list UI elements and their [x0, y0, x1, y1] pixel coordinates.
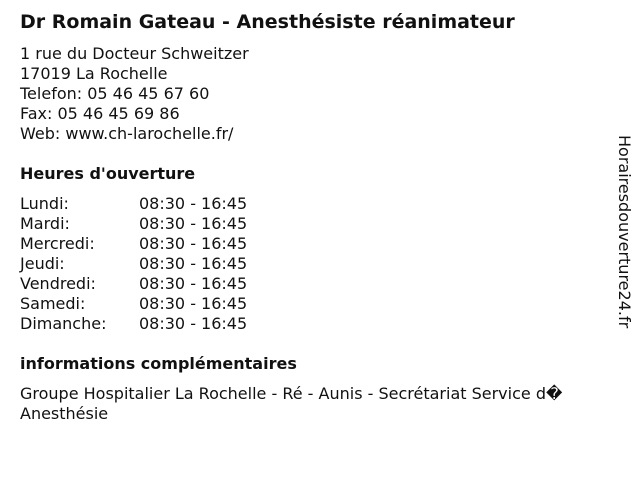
day-label: Mercredi: [20, 234, 95, 253]
street-address: 1 rue du Docteur Schweitzer [20, 44, 249, 63]
time-range: 08:30 - 16:45 [139, 234, 248, 253]
hours-row-friday [20, 274, 320, 294]
hours-row-wednesday [20, 234, 320, 254]
time-range: 08:30 - 16:45 [139, 194, 248, 213]
opening-hours-heading: Heures d'ouverture [20, 164, 196, 183]
hours-row-saturday [20, 294, 320, 314]
time-range: 08:30 - 16:45 [139, 314, 248, 333]
hours-row-sunday [20, 314, 320, 334]
side-brand-watermark: Horairesdouverture24.fr [615, 135, 634, 329]
contact-block [20, 44, 249, 144]
day-label: Jeudi: [20, 254, 65, 273]
phone-number: Telefon: 05 46 45 67 60 [20, 84, 210, 103]
hours-row-tuesday [20, 214, 320, 234]
day-label: Mardi: [20, 214, 70, 233]
time-range: 08:30 - 16:45 [139, 294, 248, 313]
page-title: Dr Romain Gateau - Anesthésiste réanimateur [20, 11, 515, 33]
additional-info-heading: informations complémentaires [20, 354, 297, 373]
opening-hours-table [20, 194, 320, 334]
fax-number: Fax: 05 46 45 69 86 [20, 104, 180, 123]
website-link[interactable]: Web: www.ch-larochelle.fr/ [20, 124, 234, 143]
time-range: 08:30 - 16:45 [139, 214, 248, 233]
time-range: 08:30 - 16:45 [139, 274, 248, 293]
day-label: Samedi: [20, 294, 86, 313]
day-label: Dimanche: [20, 314, 107, 333]
city-address: 17019 La Rochelle [20, 64, 168, 83]
additional-info-text: Groupe Hospitalier La Rochelle - Ré - Aunis - Secrétariat Service d� Anesthésie [20, 384, 563, 423]
day-label: Vendredi: [20, 274, 96, 293]
day-label: Lundi: [20, 194, 69, 213]
hours-row-thursday [20, 254, 320, 274]
hours-row-monday [20, 194, 320, 214]
time-range: 08:30 - 16:45 [139, 254, 248, 273]
